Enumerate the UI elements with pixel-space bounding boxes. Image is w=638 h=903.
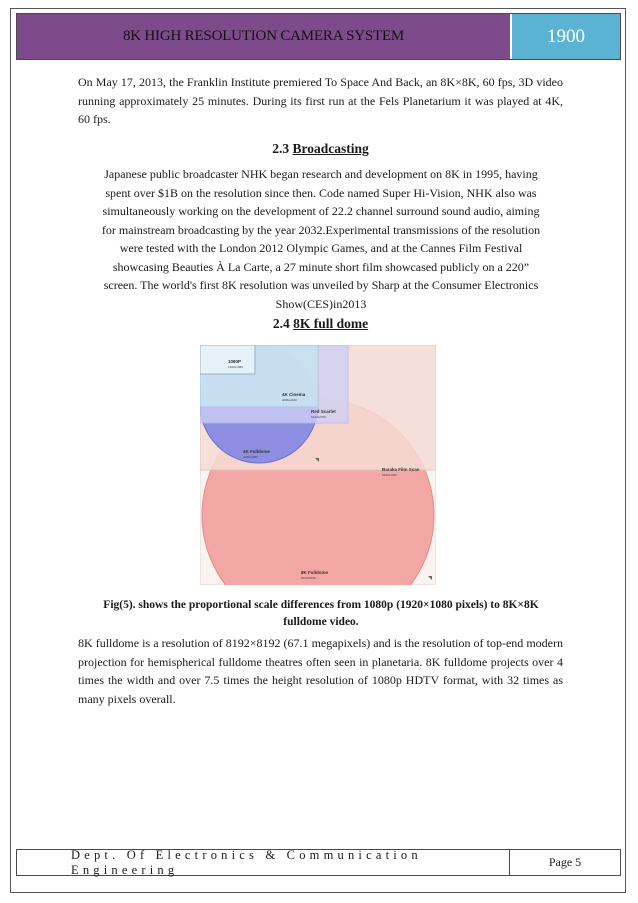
caption-line: Fig(5). shows the proportional scale differences from 1080p (1920×1080 pixels) to 8K×8K <box>103 599 539 611</box>
label-1080p: 1080P <box>228 359 242 364</box>
header-year: 1900 <box>512 14 620 59</box>
resolution-comparison-figure <box>200 345 436 585</box>
page-footer <box>16 849 621 876</box>
page-header <box>16 13 621 60</box>
section-heading-broadcasting <box>78 141 563 157</box>
header-title: 8K HIGH RESOLUTION CAMERA SYSTEM <box>17 14 512 59</box>
broadcasting-paragraph <box>82 165 560 313</box>
label-red-scarlet: Red Scarlet <box>311 409 336 414</box>
section-heading-fulldome <box>78 316 563 332</box>
broadcasting-line: spent over $1B on the resolution since then. Code named Super Hi-Vision, NHK also was <box>105 185 537 200</box>
footer-page-number: Page 5 <box>548 855 582 869</box>
label-4k-cinema: 4K Cinema <box>282 392 306 397</box>
broadcasting-line: were tested with the London 2012 Olympic Games, and at the Cannes Film Festival <box>119 241 523 255</box>
closing-section <box>78 634 563 708</box>
label-4k-fulldome-res: 4096x4096 <box>243 455 258 459</box>
broadcasting-line: for mainstream broadcasting by the year 2032.Experimental transmissions of the resolution <box>101 222 541 237</box>
figure-caption <box>76 597 566 631</box>
label-red-scarlet-res: 5120x2700 <box>311 415 326 419</box>
broadcasting-heading <box>78 141 563 157</box>
broadcasting-line: simultaneously working on the development of 22.2 channel surround sound audio, aiming <box>102 204 540 218</box>
caption-text <box>76 597 566 631</box>
label-8k-fulldome-res: 8192x8192 <box>301 576 316 580</box>
broadcasting-line: showcasing Beauties À La Carte, a 27 minute short film showcased publicly on a 220” <box>112 259 530 274</box>
broadcasting-line: screen. The world's first 8K resolution was unveiled by Sharp at the Consumer Electronics <box>103 278 539 292</box>
label-baraka: Baraka Film Scan <box>382 467 420 472</box>
footer-department: Dept. Of Electronics & Communication Engineering <box>17 850 510 875</box>
section-title: 8K full dome <box>293 316 369 331</box>
section-title: Broadcasting <box>292 141 369 156</box>
label-baraka-res: 8192x4320 <box>382 473 397 477</box>
fulldome-heading <box>78 316 563 332</box>
closing-paragraph: 8K fulldome is a resolution of 8192×8192 (67.1 megapixels) and is the resolution of top-end modern projection for hemispherical fulldome theatres often seen in planetaria. 8K fulldome projects over 4 times the width and over 7.5 times the height resolution of 1080p HDTV format, with 32 times as many pixels overall. <box>78 636 563 706</box>
broadcasting-line: Show(CES)in2013 <box>275 296 367 311</box>
label-1080p-res: 1920x1080 <box>228 365 243 369</box>
intro-paragraph: On May 17, 2013, the Franklin Institute premiered To Space And Back, an 8K×8K, 60 fps, 3D video running approximately 25 minutes. During its first run at the Fels Planetarium it was played at 4K, 60 fps. <box>78 75 563 126</box>
section-number: 2.3 <box>272 141 290 156</box>
resolution-diagram <box>200 345 436 585</box>
label-8k-fulldome: 8K Fulldome <box>301 570 329 575</box>
intro-section <box>78 73 563 129</box>
broadcasting-body <box>82 165 560 313</box>
section-number: 2.4 <box>272 316 290 331</box>
label-4k-cinema-res: 4096x2160 <box>282 398 297 402</box>
broadcasting-line: Japanese public broadcaster NHK began research and development on 8K in 1995, having <box>104 167 538 181</box>
caption-line: fulldome video. <box>283 616 359 628</box>
label-4k-fulldome: 4K Fulldome <box>243 449 271 454</box>
